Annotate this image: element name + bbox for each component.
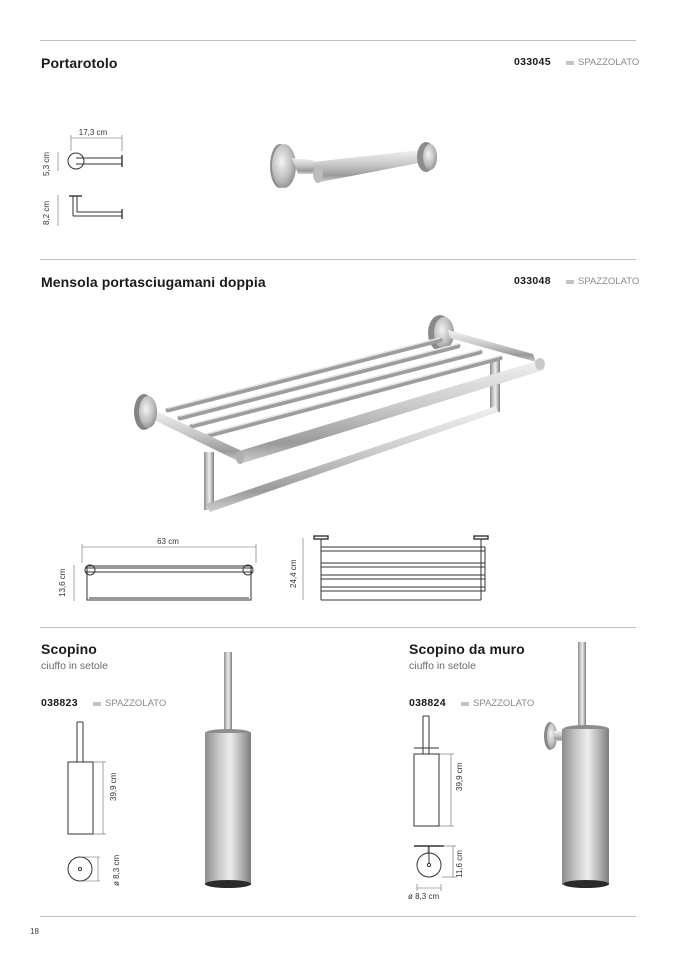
- svg-text:ø 8,3 cm: ø 8,3 cm: [112, 854, 121, 886]
- product-title: Portarotolo: [41, 55, 118, 71]
- product-subtitle: ciuffo in setole: [409, 660, 476, 672]
- scopino-muro-front-drawing: [408, 712, 478, 832]
- page-number: 18: [30, 927, 39, 936]
- mensola-depth-label: [56, 560, 70, 600]
- dim-width-label: 17,3 cm: [78, 128, 108, 137]
- scopino-muro-height-label: [453, 755, 467, 795]
- finish-text: SPAZZOLATO: [578, 57, 640, 68]
- svg-text:39,9 cm: 39,9 cm: [109, 772, 118, 801]
- svg-text:8,2 cm: 8,2 cm: [42, 200, 51, 225]
- finish-label: [461, 698, 534, 709]
- product-code: 038824: [409, 697, 446, 709]
- svg-text:13,6 cm: 13,6 cm: [58, 568, 67, 597]
- section-divider: [40, 259, 636, 260]
- finish-swatch: [566, 61, 574, 65]
- scopino-muro-product-image: [540, 640, 612, 890]
- scopino-diameter-label: [110, 848, 124, 888]
- finish-swatch: [566, 280, 574, 284]
- scopino-front-drawing: [62, 718, 132, 838]
- mensola-height-label: [287, 550, 301, 590]
- scopino-base-drawing: [62, 850, 112, 890]
- finish-swatch: [461, 702, 469, 706]
- scopino-product-image: [200, 650, 260, 895]
- svg-text:39,9 cm: 39,9 cm: [455, 762, 464, 791]
- svg-text:24,4 cm: 24,4 cm: [289, 559, 298, 588]
- mensola-front-drawing: [285, 530, 495, 605]
- product-code: 038823: [41, 697, 78, 709]
- svg-text:11,6 cm: 11,6 cm: [455, 850, 464, 878]
- scopino-muro-diameter-label: [408, 891, 458, 903]
- svg-text:5,3 cm: 5,3 cm: [42, 151, 51, 176]
- scopino-muro-depth-label: [453, 840, 467, 880]
- product-title: Scopino da muro: [409, 641, 525, 657]
- portarotolo-height-label: [40, 195, 54, 229]
- scopino-height-label: [107, 765, 121, 805]
- finish-swatch: [93, 702, 101, 706]
- mensola-product-image: [128, 312, 553, 517]
- finish-text: SPAZZOLATO: [473, 698, 535, 709]
- page-bottom-divider: [40, 916, 636, 917]
- section-divider: [40, 627, 636, 628]
- product-subtitle: ciuffo in setole: [41, 660, 108, 672]
- svg-text:ø 8,3 cm: ø 8,3 cm: [408, 892, 440, 901]
- portarotolo-depth-label: [40, 150, 54, 180]
- product-title: Mensola portasciugamani doppia: [41, 274, 266, 290]
- finish-label: [566, 276, 639, 287]
- product-code: 033048: [514, 275, 551, 287]
- mensola-top-drawing: [56, 535, 266, 605]
- product-title: Scopino: [41, 641, 97, 657]
- dim-width-label: 63 cm: [157, 537, 179, 546]
- portarotolo-product-image: [258, 136, 448, 196]
- section-divider: [40, 40, 636, 41]
- finish-text: SPAZZOLATO: [578, 276, 640, 287]
- finish-label: [566, 57, 639, 68]
- finish-label: [93, 698, 166, 709]
- product-code: 033045: [514, 56, 551, 68]
- finish-text: SPAZZOLATO: [105, 698, 167, 709]
